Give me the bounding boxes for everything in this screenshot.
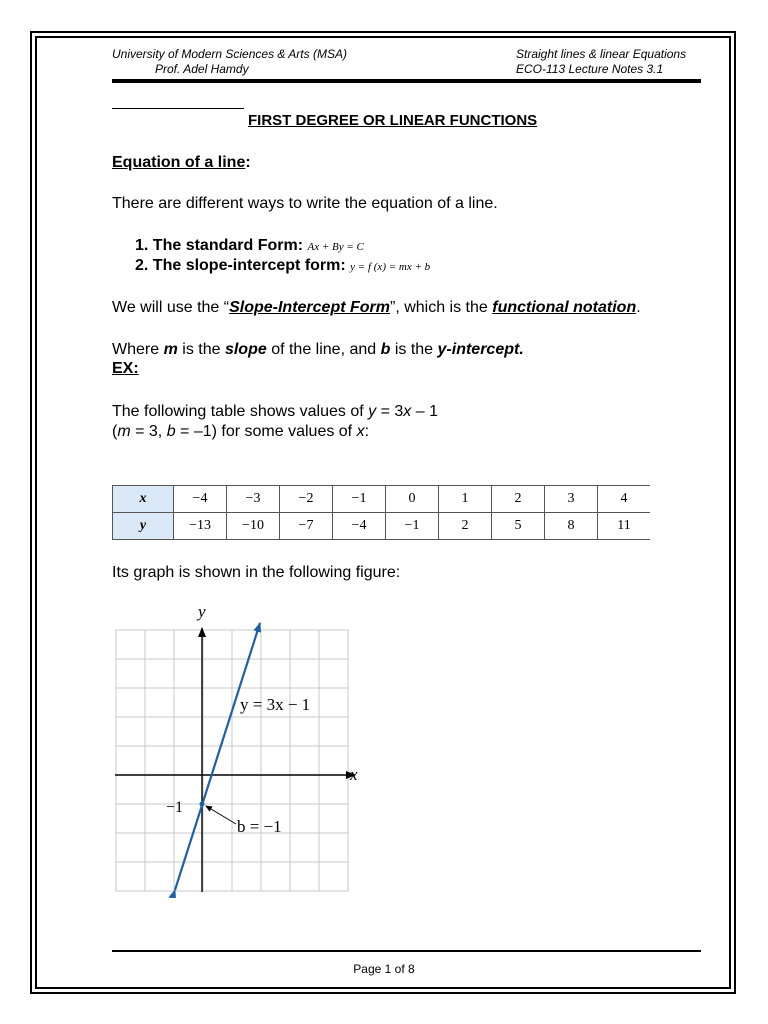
title-short-rule [112,108,244,109]
table-row-y [113,513,651,540]
use-slope-intercept-line [112,299,641,317]
where-t4: is the [390,341,438,358]
header-left-line1: University of Modern Sciences & Arts (MSA) [112,47,347,61]
ti2-mid2: = –1) for some values of [175,423,357,440]
form-item-1 [135,237,364,255]
example-label: EX: [112,360,139,377]
line-equation-label: y = 3x − 1 [240,695,311,714]
where-b: b [380,341,391,358]
intercept-label: b = −1 [237,817,282,836]
use-line-emphasis-slope-intercept: Slope-Intercept Form [229,299,390,316]
section-heading-text: Equation of a line [112,154,246,171]
ti2-post: : [364,423,370,440]
form-item-2-label: The slope-intercept form: [152,257,346,274]
ti2-x: x [356,423,365,440]
y-axis-label: y [198,602,206,621]
graph-intro: Its graph is shown in the following figure: [112,564,401,581]
where-yintercept: y-intercept. [437,341,524,358]
table-cell: −2 [280,486,333,513]
table-cell: −13 [174,513,227,540]
values-table [112,485,650,540]
header-right-line1: Straight lines & linear Equations [516,47,687,61]
where-t1: Where [112,341,164,358]
table-cell: 5 [492,513,545,540]
table-cell: 2 [439,513,492,540]
table-cell: 2 [492,486,545,513]
line-graph [110,598,370,898]
function-line [175,623,260,890]
form-item-2 [135,257,430,275]
table-cell: 0 [386,486,439,513]
table-row-x [113,486,651,513]
table-cell: −1 [333,486,386,513]
ti1-mid: = 3 [376,403,404,420]
where-t3: of the line, and [266,341,381,358]
table-cell: −10 [227,513,280,540]
table-cell: −3 [227,486,280,513]
use-line-mid: ”, which is the [389,299,493,316]
table-cell: −4 [333,513,386,540]
form-item-2-formula: y = f (x) = mx + b [350,261,431,273]
x-axis-label: x [350,765,358,784]
header-right-line2: ECO-113 Lecture Notes 3.1 [516,62,664,76]
table-cell: 4 [598,486,651,513]
ti2-open: ( [112,423,118,440]
y-intercept-point [200,802,205,807]
header-left-line2: Prof. Adel Hamdy [155,62,249,76]
where-slope: slope [224,341,267,358]
use-line-emphasis-functional: functional notation [492,299,637,316]
use-line-post: . [636,299,641,316]
ti2-mid: = 3, [130,423,167,440]
table-cell: 1 [439,486,492,513]
ti2-b: b [166,423,176,440]
table-cell: 8 [545,513,598,540]
table-cell: −4 [174,486,227,513]
table-cell: 3 [545,486,598,513]
ti2-m: m [117,423,131,440]
intro-text: There are different ways to write the equation of a line. [112,195,498,212]
table-intro-line1 [112,403,438,421]
table-header-x: x [113,486,174,513]
ti1-post: – 1 [411,403,438,420]
table-cell: 11 [598,513,651,540]
y-tick-label: −1 [166,799,184,816]
table-intro-line2 [112,423,369,441]
ti1-y: y [368,403,377,420]
form-item-1-num: 1. [135,237,149,254]
ti1-x: x [403,403,412,420]
page-number: Page 1 of 8 [353,962,415,976]
footer-rule [112,950,701,952]
table-header-y: y [113,513,174,540]
use-line-pre: We will use the “ [112,299,230,316]
table-cell: −1 [386,513,439,540]
section-heading [112,154,251,172]
where-t2: is the [177,341,225,358]
form-item-1-label: The standard Form: [152,237,304,254]
page-title: FIRST DEGREE OR LINEAR FUNCTIONS [248,112,538,129]
header-rule [112,79,701,83]
where-m: m [163,341,178,358]
section-heading-colon: : [245,154,251,171]
ti1-pre: The following table shows values of [112,403,369,420]
graph-grid [116,630,348,891]
form-item-2-num: 2. [135,257,149,274]
form-item-1-formula: Ax + By = C [307,241,364,253]
where-line [112,341,524,359]
table-cell: −7 [280,513,333,540]
